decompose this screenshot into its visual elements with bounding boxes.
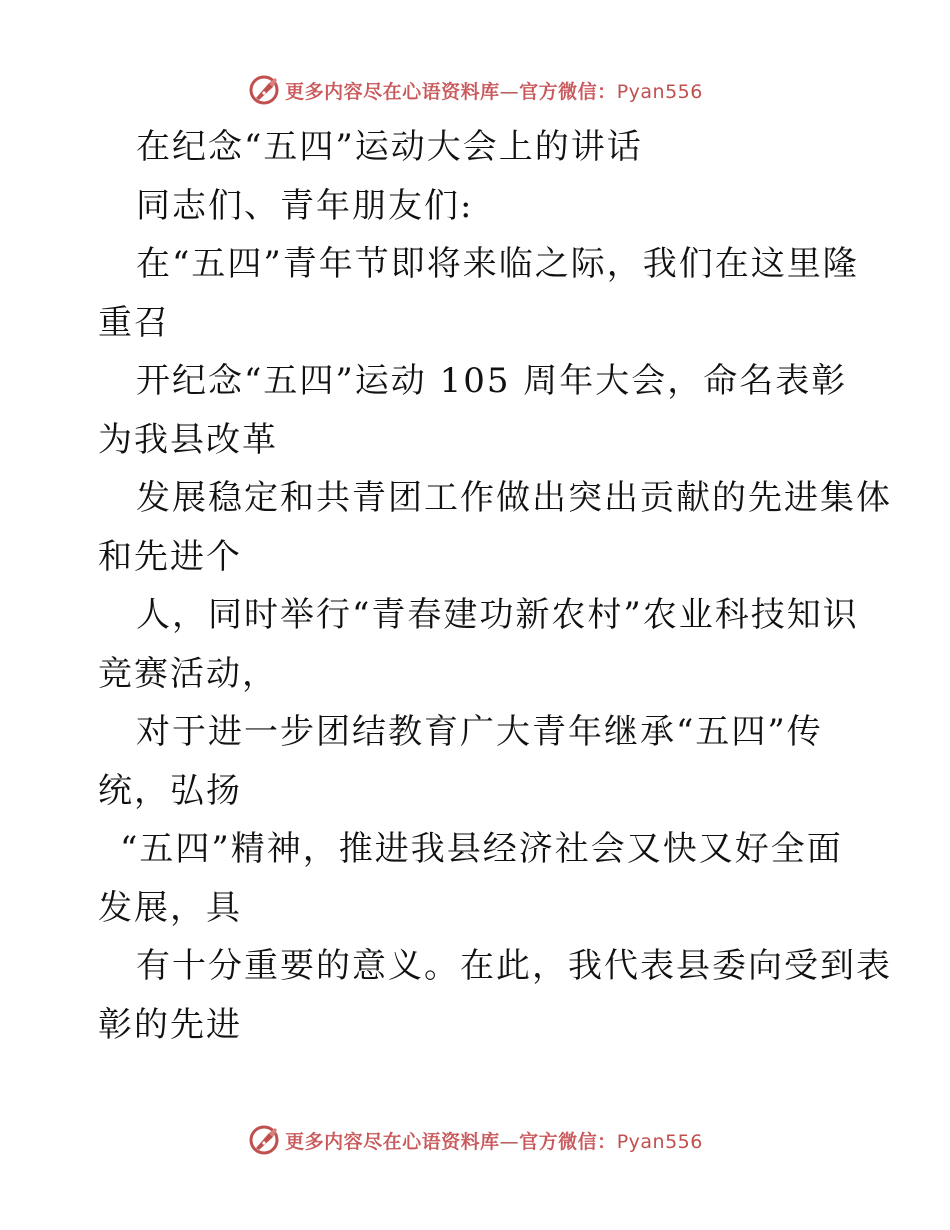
paragraph-line: 对于进一步团结教育广大青年继承“五四”传 [136,712,823,752]
footer-banner [0,1120,950,1160]
banner-wechat-label: 官方微信： [519,1130,617,1153]
banner-slogan: 更多内容尽在心语资料库 [285,1130,500,1153]
document-body [98,118,892,1054]
paragraph-line: 统，弘扬 [98,770,242,811]
banner-separator: — [499,80,520,103]
banner-wechat-id: Pyan556 [616,1130,703,1153]
banner-text [285,77,703,104]
salutation: 同志们、青年朋友们: [136,185,474,226]
paragraph-line: 发展，具 [98,887,242,928]
header-banner [0,70,950,110]
paragraph-line: 有十分重要的意义。在此，我代表县委向受到表 [136,946,892,986]
paragraph-line: 人，同时举行“青春建功新农村”农业科技知识 [136,595,859,635]
paragraph-line: “五四”精神，推进我县经济社会又快又好全面 [120,829,843,869]
paragraph-line: 发展稳定和共青团工作做出突出贡献的先进集体 [136,478,892,518]
banner-wechat-id: Pyan556 [616,80,703,103]
paragraph-line: 和先进个 [98,536,242,577]
paragraph-line: 重召 [98,302,170,343]
paragraph-line: 在“五四”青年节即将来临之际，我们在这里隆 [136,244,859,284]
pen-nib-logo-icon [247,1123,281,1157]
document-title: 在纪念“五四”运动大会上的讲话 [136,127,643,167]
paragraph-line: 彰的先进 [98,1004,242,1045]
paragraph-line: 竞赛活动， [98,653,278,694]
banner-slogan: 更多内容尽在心语资料库 [285,80,500,103]
pen-nib-logo-icon [247,73,281,107]
banner-wechat-label: 官方微信： [519,80,617,103]
banner-separator: — [499,1130,520,1153]
paragraph-line: 开纪念“五四”运动 105 周年大会，命名表彰 [136,361,848,401]
paragraph-line: 为我县改革 [98,419,278,460]
banner-text [285,1127,703,1154]
